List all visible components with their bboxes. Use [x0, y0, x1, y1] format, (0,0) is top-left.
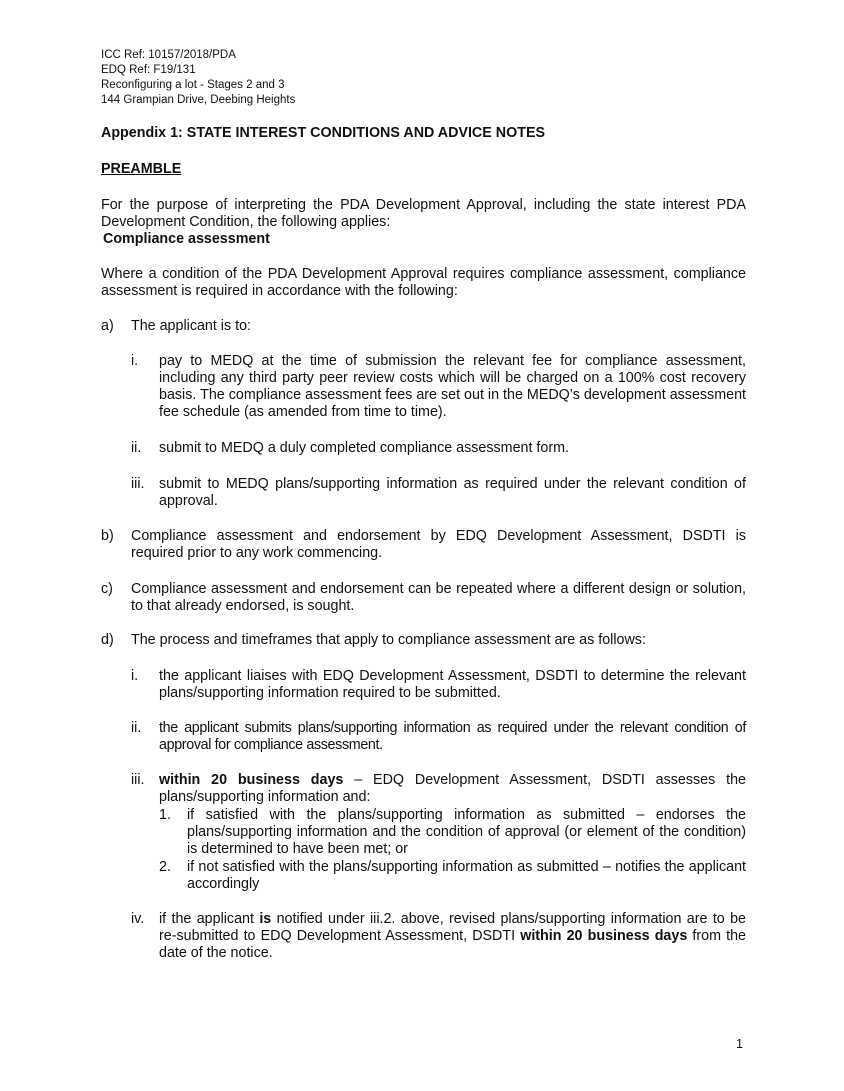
- item-d-iii-bold-lead: within 20 business days: [159, 772, 344, 788]
- page-number: 1: [736, 1037, 743, 1051]
- item-d-iii-body: – EDQ Development Assessment, DSDTI assesses the plans/supporting information and:: [159, 772, 746, 805]
- item-a-marker: a): [101, 318, 114, 334]
- item-d-iii-marker: iii.: [131, 772, 145, 788]
- compliance-assessment-heading: Compliance assessment: [103, 231, 270, 247]
- icc-reference: ICC Ref: 10157/2018/PDA: [101, 49, 236, 61]
- item-c-text: Compliance assessment and endorsement can be repeated where a different design or solution, to that already endorsed, is sought.: [131, 581, 746, 614]
- item-c-marker: c): [101, 581, 113, 597]
- application-description: Reconfiguring a lot - Stages 2 and 3: [101, 79, 285, 91]
- item-a-iii-marker: iii.: [131, 476, 145, 492]
- item-d-marker: d): [101, 632, 114, 648]
- item-d-iv-text-2: notified under iii.2. above, revised plans/supporting information are to be re-submitted to EDQ Development Assessment, DSDTI: [159, 911, 746, 944]
- item-d-iii-1-marker: 1.: [159, 807, 171, 823]
- item-a-i-marker: i.: [131, 353, 139, 369]
- intro-paragraph: For the purpose of interpreting the PDA Development Approval, including the state interest PDA Development Condition, the following applies:: [101, 197, 746, 230]
- preamble-heading: PREAMBLE: [101, 161, 182, 177]
- item-d-iv-marker: iv.: [131, 911, 145, 927]
- edq-reference: EDQ Ref: F19/131: [101, 64, 196, 76]
- site-address: 144 Grampian Drive, Deebing Heights: [101, 94, 296, 106]
- item-d-i-text: the applicant liaises with EDQ Development Assessment, DSDTI to determine the relevant plans/supporting information required to be submitted.: [159, 668, 746, 701]
- item-a-ii-text: submit to MEDQ a duly completed compliance assessment form.: [159, 440, 570, 456]
- item-d-iv-text-1: if the applicant: [159, 911, 260, 927]
- item-d-iv-text-3: from the date of the notice.: [159, 928, 746, 961]
- item-d-iv-text: [159, 911, 746, 962]
- appendix-title: Appendix 1: STATE INTEREST CONDITIONS AND ADVICE NOTES: [101, 125, 546, 141]
- item-d-iv-bold-1: is: [259, 911, 272, 927]
- item-a-ii-marker: ii.: [131, 440, 142, 456]
- item-d-text: The process and timeframes that apply to compliance assessment are as follows:: [131, 632, 646, 648]
- item-d-i-marker: i.: [131, 668, 139, 684]
- compliance-intro-paragraph: Where a condition of the PDA Development Approval requires compliance assessment, compliance assessment is required in accordance with the following:: [101, 266, 746, 299]
- document-header: [101, 48, 295, 108]
- item-a-iii-text: submit to MEDQ plans/supporting information as required under the relevant condition of approval.: [159, 476, 746, 509]
- item-d-iv-bold-2: within 20 business days: [520, 928, 688, 944]
- item-d-iii-text: [159, 772, 746, 806]
- item-a-i-text: pay to MEDQ at the time of submission the relevant fee for compliance assessment, including any third party peer review costs which will be charged on a 100% cost recovery basis. The compliance assessment fees are set out in the MEDQ’s development assessment fee schedule (as amended from time to time).: [159, 353, 746, 420]
- item-b-text: Compliance assessment and endorsement by EDQ Development Assessment, DSDTI is required prior to any work commencing.: [131, 528, 746, 561]
- item-a-text: The applicant is to:: [131, 318, 252, 334]
- item-d-iii-2-text: if not satisfied with the plans/supporting information as submitted – notifies the applicant accordingly: [187, 859, 746, 892]
- item-d-iii-1-text: if satisfied with the plans/supporting information as submitted – endorses the plans/supporting information and the condition of approval (or element of the condition) is determined to have been met; or: [187, 807, 746, 857]
- item-b-marker: b): [101, 528, 114, 544]
- item-d-ii-text: the applicant submits plans/supporting information as required under the relevant condition of approval for compliance assessment.: [159, 720, 746, 753]
- item-d-iii-2-marker: 2.: [159, 859, 171, 875]
- item-d-ii-marker: ii.: [131, 720, 142, 736]
